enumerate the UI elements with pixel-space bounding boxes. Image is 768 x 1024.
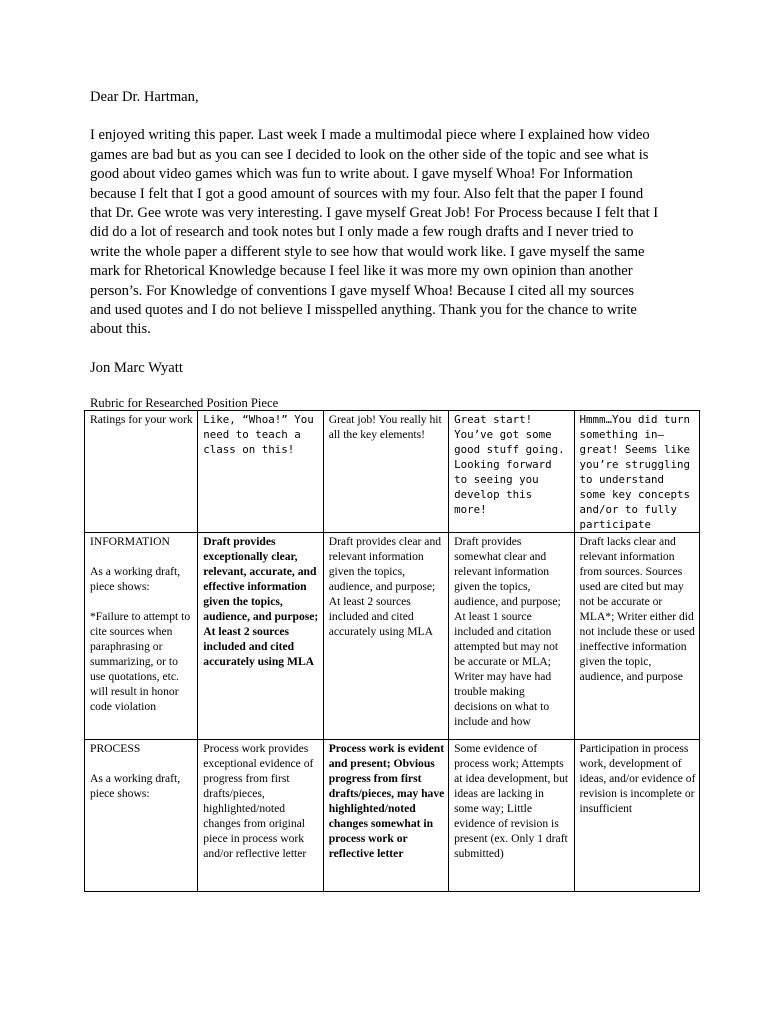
rubric-table (84, 410, 700, 892)
rubric-information-row (85, 533, 700, 740)
process-subtitle: As a working draft, piece shows: (90, 772, 181, 800)
process-great-job-cell: Process work is evident and present; Obvious progress from first drafts/pieces, may have highlighted/noted changes somewhat in process work or reflective letter (323, 740, 448, 892)
information-label: INFORMATION (90, 535, 170, 548)
letter-line: I enjoyed writing this paper. Last week I made a multimodal piece where I explained how video (90, 127, 650, 144)
information-subtitle: As a working draft, piece shows: (90, 565, 181, 593)
header-great-job-cell: Great job! You really hit all the key elements! (323, 411, 448, 533)
header-whoa-cell: Like, “Whoa!” You need to teach a class on this! (198, 411, 323, 533)
information-great-job-cell: Draft provides clear and relevant information given the topics, audience, and purpose; At least 2 sources included and cited accurately using MLA (323, 533, 448, 740)
letter-greeting: Dear Dr. Hartman, (90, 89, 199, 105)
letter-line: write the whole paper a different style to see how that would work like. I gave myself the same (90, 243, 645, 260)
header-hmmm-cell: Hmmm…You did turn something in—great! Seems like you’re struggling to understand some key concepts and/or to fully participate (574, 411, 699, 533)
letter-line: and used quotes and I do not believe I misspelled anything. Thank you for the chance to write (90, 302, 637, 319)
rubric-header-row (85, 411, 700, 533)
information-hmmm-cell: Draft lacks clear and relevant information from sources. Sources used are cited but may not be accurate or MLA*; Writer either did not include these or used ineffective information given the topic, audience, and purpose (574, 533, 699, 740)
process-label: PROCESS (90, 742, 141, 755)
information-whoa-cell: Draft provides exceptionally clear, relevant, accurate, and effective information given the topics, audience, and purpose; At least 2 sources included and cited accurately using MLA (198, 533, 323, 740)
information-label-cell (85, 533, 198, 740)
letter-line: about this. (90, 321, 151, 338)
letter (90, 88, 690, 378)
rubric-process-row (85, 740, 700, 892)
letter-line: did do a lot of research and took notes but I only made a few rough drafts and I never tried to (90, 224, 634, 241)
letter-line: because I felt that I got a good amount of sources with my four. Also felt that the paper I found (90, 185, 644, 202)
process-great-start-cell: Some evidence of process work; Attempts at idea development, but ideas are lacking in some way; Little evidence of revision is present (ex. Only 1 draft submitted) (449, 740, 574, 892)
information-great-start-cell: Draft provides somewhat clear and relevant information given the topics, audience, and purpose; At least 1 source included and citation attempted but may not be accurate or MLA; Writer may have had trouble making decisions on what to include and how (449, 533, 574, 740)
process-hmmm-cell: Participation in process work, development of ideas, and/or evidence of revision is incomplete or insufficient (574, 740, 699, 892)
letter-line: good about video games which was fun to write about. I gave myself Whoa! For Information (90, 166, 633, 183)
information-note: *Failure to attempt to cite sources when paraphrasing or summarizing, or to use quotations, etc. will result in honor code violation (90, 610, 191, 713)
process-label-cell (85, 740, 198, 892)
letter-line: mark for Rhetorical Knowledge because I feel like it was more my own opinion than another (90, 263, 633, 280)
header-label-cell: Ratings for your work (85, 411, 198, 533)
header-great-start-cell: Great start! You’ve got some good stuff going. Looking forward to seeing you develop this more! (449, 411, 574, 533)
letter-signature: Jon Marc Wyatt (90, 359, 183, 376)
letter-body (90, 126, 690, 339)
letter-line: games are bad but as you can see I decided to look on the other side of the topic and see what is (90, 146, 649, 163)
rubric-title: Rubric for Researched Position Piece (90, 396, 279, 410)
letter-line: that Dr. Gee wrote was very interesting. I gave myself Great Job! For Process because I felt that I (90, 205, 659, 222)
process-whoa-cell: Process work provides exceptional evidence of progress from first drafts/pieces, highlighted/noted changes from original piece in process work and/or reflective letter (198, 740, 323, 892)
letter-line: person’s. For Knowledge of conventions I gave myself Whoa! Because I cited all my sources (90, 282, 635, 299)
